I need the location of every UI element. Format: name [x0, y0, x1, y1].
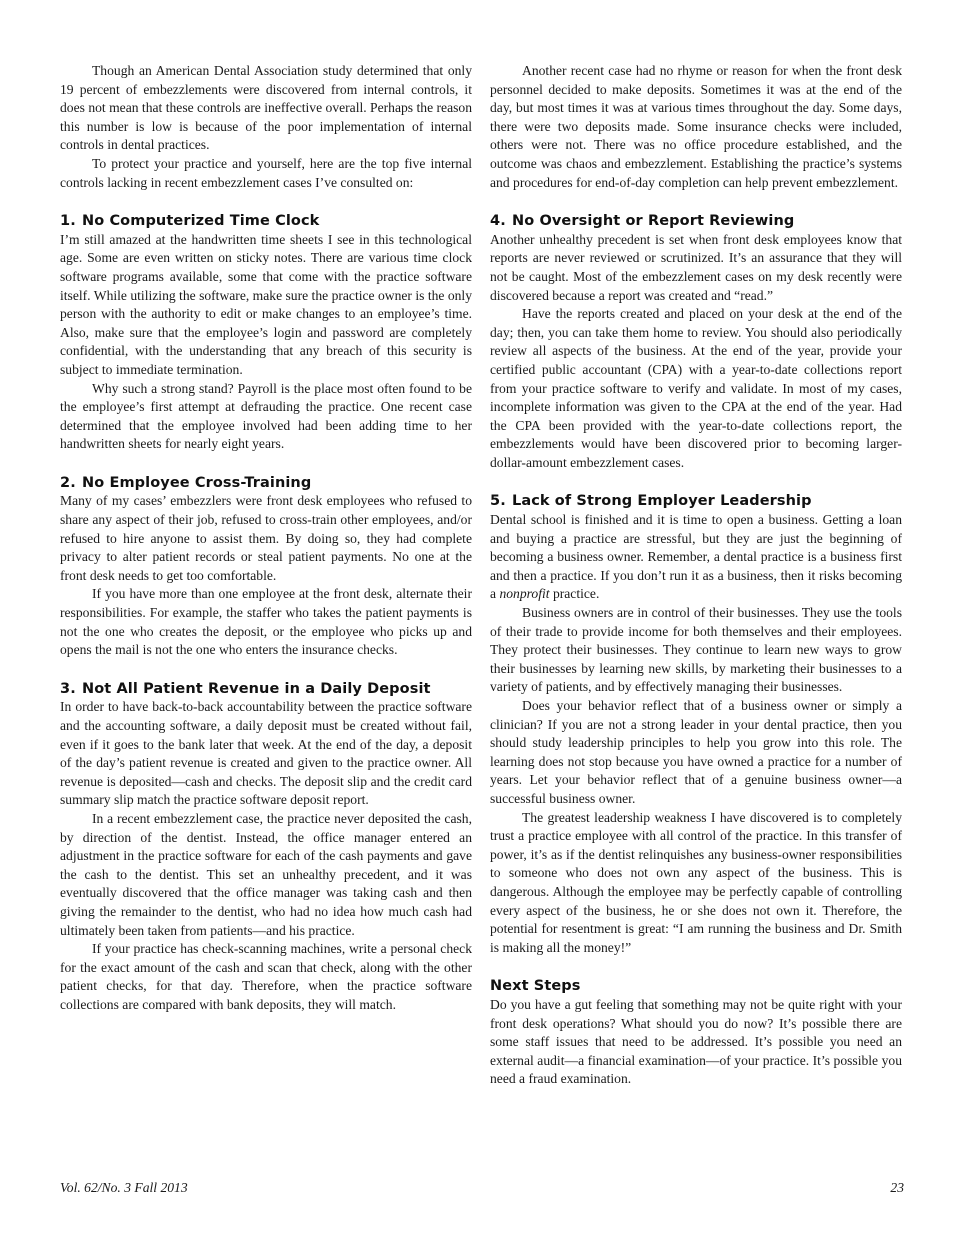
section-3-paragraph-2: In a recent embezzlement case, the practice never deposited the cash, by direction of the dentist. Instead, the office manager entered an adjustment in the practice software for each of the cash payments and gave the cash to the dentist. This set an unhealthy precedent, and it was eventually discovered that the office manager was taking cash and then giving the remainder to the dentist, who had no idea how much cash had ultimately been taken from patients—and his practice.: [60, 810, 472, 938]
section-5-text-start: Dental school is finished and it is time to open a business. Getting a loan and buying a practice are stressful, but they are just the beginning of becoming a business owner. Remember, a dental practice is a business first and then a practice. If you don’t run it as a business, then it risks becoming a: [490, 512, 902, 602]
footer-page-number: 23: [890, 1180, 904, 1195]
section-3-paragraph-1: In order to have back-to-back accountability between the practice software and the accounting software, a daily deposit must be created without fail, even if it goes to the bank later that week. At the end of the day, a deposit of the day’s patient revenue is created and given to the practice owner. All revenue is deposited—cash and checks. The deposit slip and the credit card summary slip match the practice software deposit report.: [60, 699, 472, 808]
section-5-text-end: practice.: [549, 586, 600, 602]
section-5-paragraph-4: The greatest leadership weakness I have discovered is to completely trust a practice employee with all control of the practice. In this transfer of power, it’s as if the dentist relinquishes any business-owner responsibilities to someone who does not own any aspect of the business. This is dangerous. Although the employee may be perfectly capable of controlling every aspect of the business, he or she does not own it. Therefore, the potential for resentment is great: “I am running the business and Dr. Smith is making all the money!”: [490, 809, 902, 955]
section-2-paragraph-1: Many of my cases’ embezzlers were front desk employees who refused to share any aspect of their job, refused to cross-train other employees, and/or refused to hire anyone to assist them. By doing so, they had complete privacy to alter patient records or steal patient payments. No one at the front desk needs to get too comfortable.: [60, 493, 472, 583]
section-4-number: 4.: [490, 213, 506, 230]
section-4-paragraph-2: Have the reports created and placed on your desk at the end of the day; then, you can take them home to review. You should also periodically review all aspects of the business. At the end of the year, provide your certified public accountant (CPA) with a year-to-date collections report from your practice software to verify and validate. In most of my cases, incomplete information was given to the CPA at the end of the year. Had the CPA been provided with the year-to-date collections report, the embezzlements would have been discovered prior to becoming larger-dollar-amount embezzlement cases.: [490, 306, 902, 470]
section-3-paragraph-3: If your practice has check-scanning machines, write a personal check for the exact amount of the cash and scan that check, along with the other patient checks, for that day. Therefore, when the practice software collections are compared with bank deposits, they will match.: [60, 941, 472, 1012]
section-4-title: No Oversight or Report Reviewing: [512, 213, 795, 230]
section-3-number: 3.: [60, 680, 76, 697]
section-1-number: 1.: [60, 213, 76, 230]
section-5-paragraph-1: [490, 511, 902, 604]
section-1-heading: [60, 212, 472, 231]
left-column: [60, 62, 472, 1015]
section-5-heading: [490, 492, 902, 511]
section-4-heading: [490, 212, 902, 231]
section-1-paragraph-1: I’m still amazed at the handwritten time sheets I see in this technological age. Some are even written on sticky notes. There are various time clock software programs available, some that come with the practice software itself. While utilizing the software, make sure the practice owner is the only person with the authority to edit or make changes to an employee’s time. Also, make sure that the employee’s login and password are completely confidential, with the understanding that any breach of this security is subject to immediate termination.: [60, 231, 472, 377]
section-2-heading: [60, 474, 472, 493]
section-1-paragraph-2: Why such a strong stand? Payroll is the place most often found to be the employee’s first attempt at defrauding the practice. One recent case determined that the employee involved had been adding time to her handwritten sheets for nearly eight years.: [60, 380, 472, 452]
section-3-heading: [60, 680, 472, 699]
intro-paragraph-1: Though an American Dental Association study determined that only 19 percent of embezzlements were discovered from internal controls, it does not mean that these controls are ineffective overall. Perhaps the reason this number is low is because of the poor implementation of internal controls in dental practices.: [60, 63, 472, 153]
section-5-title: Lack of Strong Employer Leadership: [512, 493, 812, 510]
section-2-title: No Employee Cross-Training: [82, 474, 312, 491]
section-5-paragraph-2: Business owners are in control of their businesses. They use the tools of their trade to provide income for both themselves and their employees. They protect their businesses. They continue to learn new ways to grow their businesses by learning new skills, by marketing their businesses to a variety of patients, and by effectively managing their businesses.: [490, 605, 902, 695]
section-4-paragraph-1: Another unhealthy precedent is set when front desk employees know that reports are never reviewed or scrutinized. It’s an assurance that they will not be caught. Most of the embezzlement cases on my desk recently were discovered because a report was created and “read.”: [490, 231, 902, 303]
right-intro-paragraph: Another recent case had no rhyme or reason for when the front desk personnel decided to make deposits. Sometimes it was at the end of the day, but most times it was at various times throughout the day. Some days, there were two deposits made. Some insurance checks were included, others were not. There was no office procedure established, and the outcome was chaos and embezzlement. Establishing the practice’s systems and procedures for end-of-day completion can help prevent embezzlement.: [490, 63, 902, 190]
section-2-paragraph-2: If you have more than one employee at the front desk, alternate their responsibilities. For example, the staffer who takes the patient payments is not the one who creates the deposit, or the employee who picks up and opens the mail is not the one who enters the insurance checks.: [60, 586, 472, 658]
next-steps-heading: Next Steps: [490, 978, 581, 995]
section-5-italic-word: nonprofit: [499, 586, 550, 602]
section-5-paragraph-3: Does your behavior reflect that of a business owner or simply a clinician? If you are not a strong leader in your dental practice, then you should study leadership principles to help you grow into this role. The learning does not stop because you have owned a practice for a number of years. Let your behavior reflect that of a genuine business owner—a successful business owner.: [490, 698, 902, 806]
section-3-title: Not All Patient Revenue in a Daily Deposit: [82, 680, 431, 697]
intro-paragraph-2: To protect your practice and yourself, here are the top five internal controls lacking in recent embezzlement cases I’ve consulted on:: [60, 155, 472, 190]
section-2-number: 2.: [60, 474, 76, 491]
footer-issue: Vol. 62/No. 3 Fall 2013: [60, 1180, 188, 1195]
section-1-title: No Computerized Time Clock: [82, 213, 320, 230]
section-5-number: 5.: [490, 493, 506, 510]
right-column: [490, 62, 902, 1089]
next-steps-paragraph: Do you have a gut feeling that something may not be quite right with your front desk operations? What should you do now? It’s possible there are some staff issues that need to be addressed. It’s possible you need an external audit—a financial examination—of your practice. It’s possible you need a fraud examination.: [490, 996, 902, 1087]
